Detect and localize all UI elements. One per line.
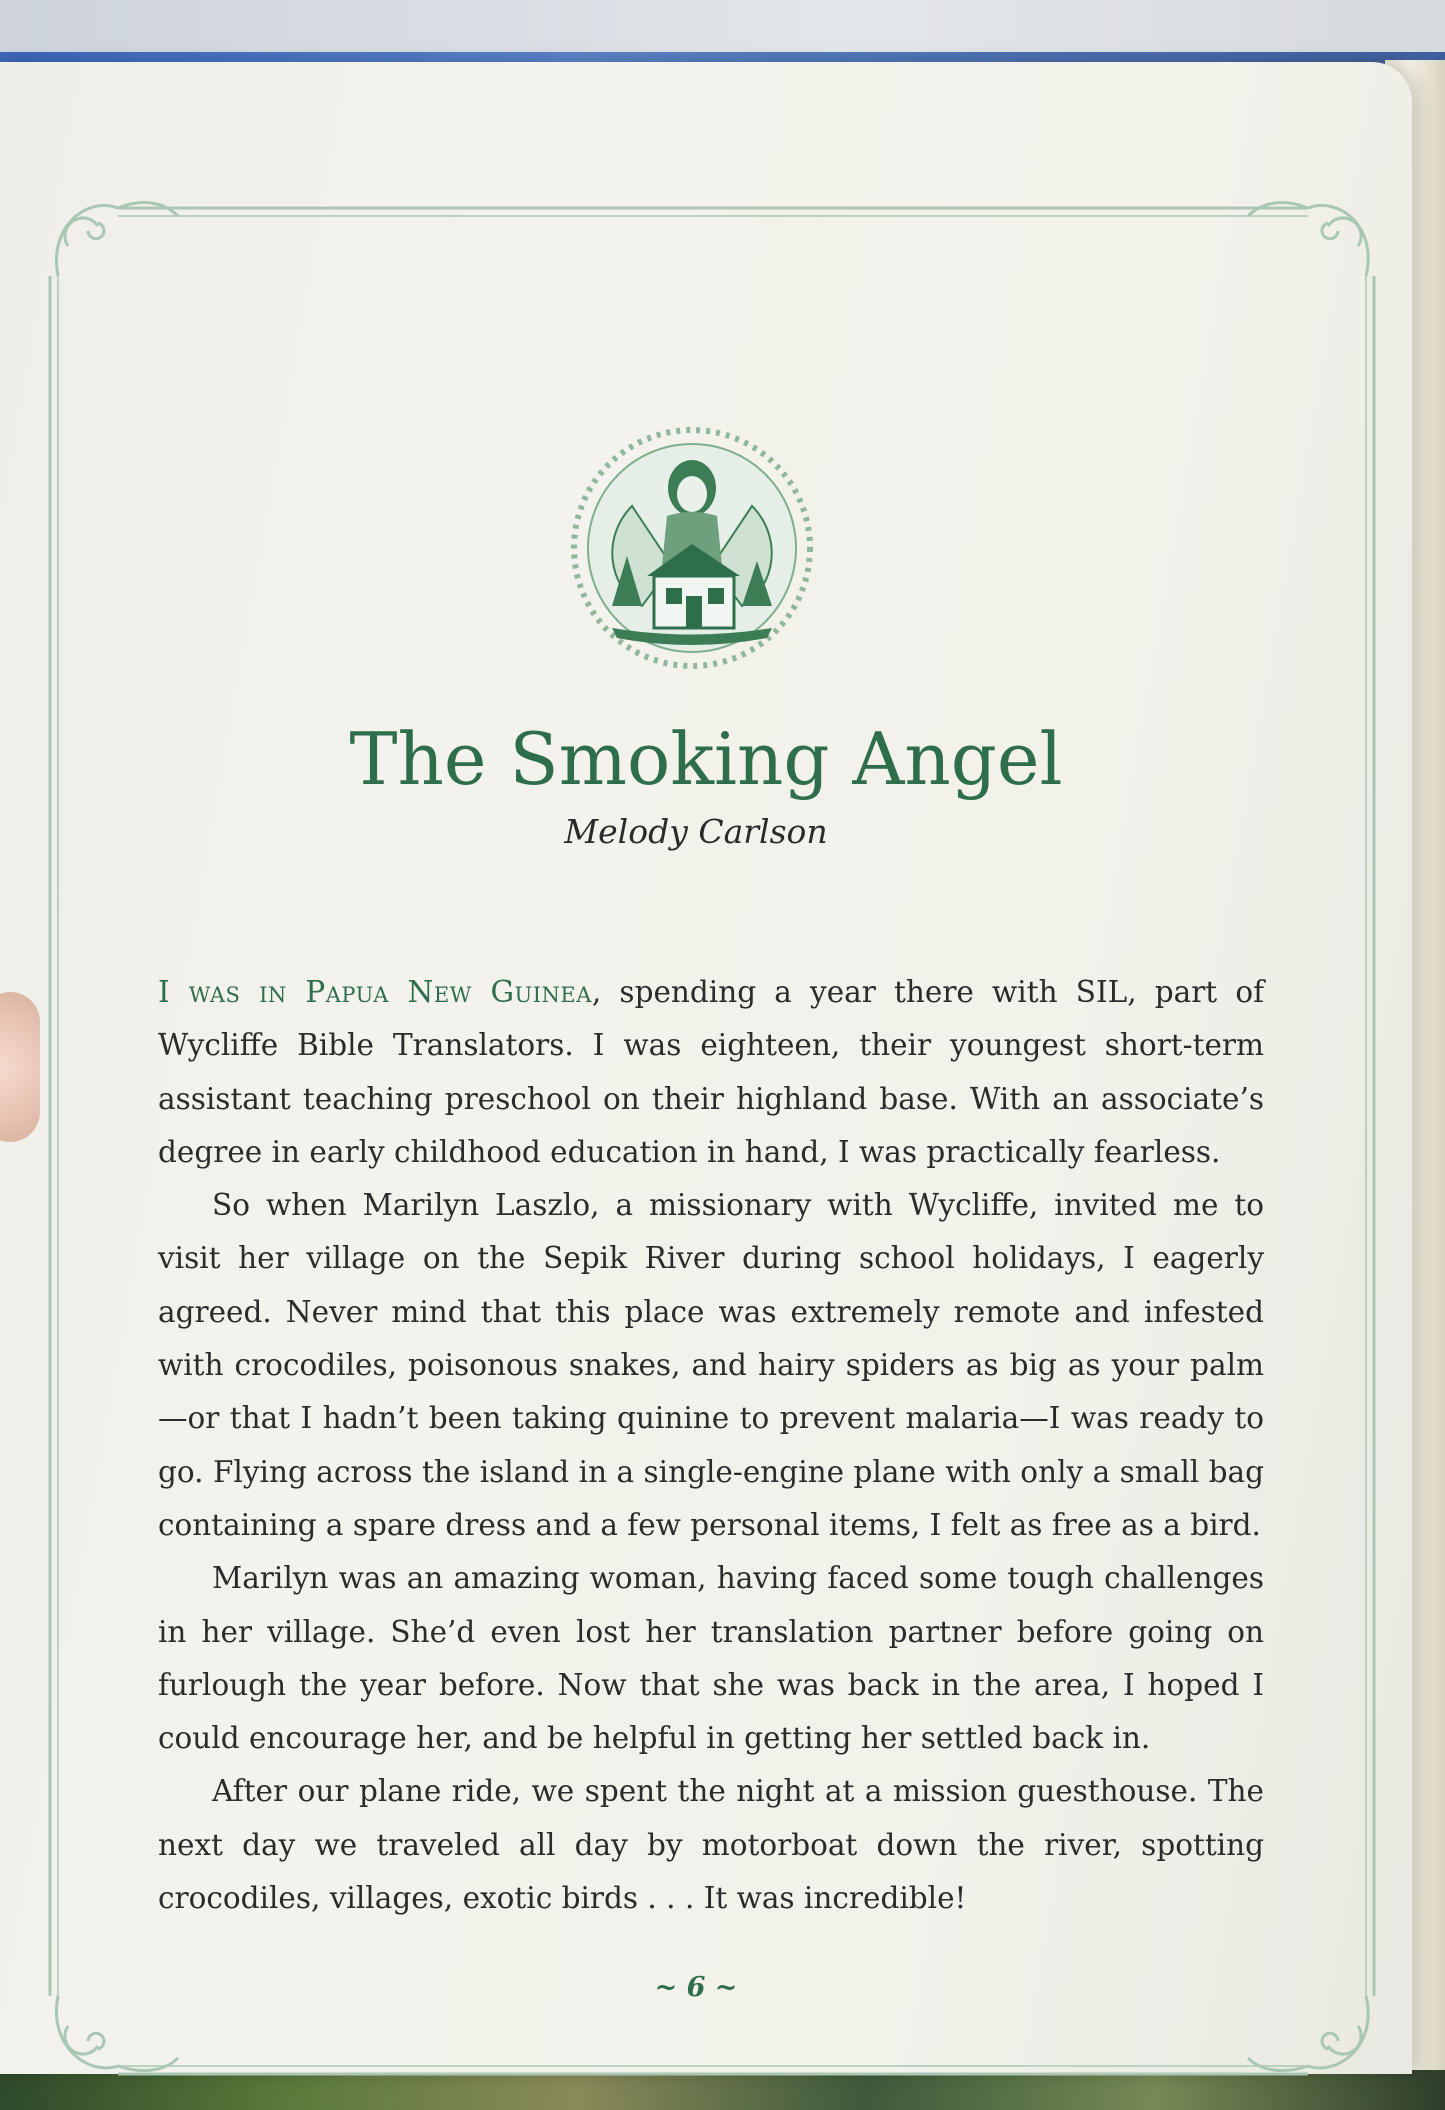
story-body	[158, 966, 1264, 1925]
paragraph: So when Marilyn Laszlo, a missionary with Wycliffe, invited me to visit her village on the Sepik River during school holidays, I eagerly agreed. Never mind that this place was extremely remote and infested with crocodiles, poisonous snakes, and hairy spiders as big as your palm—or that I hadn’t been taking quinine to prevent malaria—I was ready to go. Flying across the island in a single-engine plane with only a small bag containing a spare dress and a few personal items, I felt as free as a bird.	[158, 1188, 1264, 1542]
paragraph	[158, 966, 1264, 1179]
story-title: The Smoking Angel	[349, 717, 1063, 801]
paragraph: Marilyn was an amazing woman, having faced some tough challenges in her village. She’d even lost her translation partner before going on furlough the year before. Now that she was back in the area, I hoped I could encourage her, and be helpful in getting her settled back in.	[158, 1561, 1264, 1756]
paragraph-text: , spending a year there with SIL, part of Wycliffe Bible Translators. I was eighteen, their youngest short-term assistant teaching preschool on their highland base. With an associate’s degree in early childhood education in hand, I was practically fearless.	[158, 975, 1265, 1169]
story-author: Melody Carlson	[564, 812, 828, 851]
paragraph: After our plane ride, we spent the night at a mission guesthouse. The next day we traveled all day by motorboat down the river, spotting crocodiles, villages, exotic birds . . . It was incredible!	[158, 1774, 1264, 1916]
book-page	[0, 62, 1412, 2074]
background-surface	[0, 2070, 1445, 2110]
opening-small-caps: I was in Papua New Guinea	[158, 975, 592, 1009]
angel-house-icon	[562, 416, 822, 680]
page-number: ~ 6 ~	[654, 1972, 738, 2003]
thumb	[0, 992, 40, 1142]
